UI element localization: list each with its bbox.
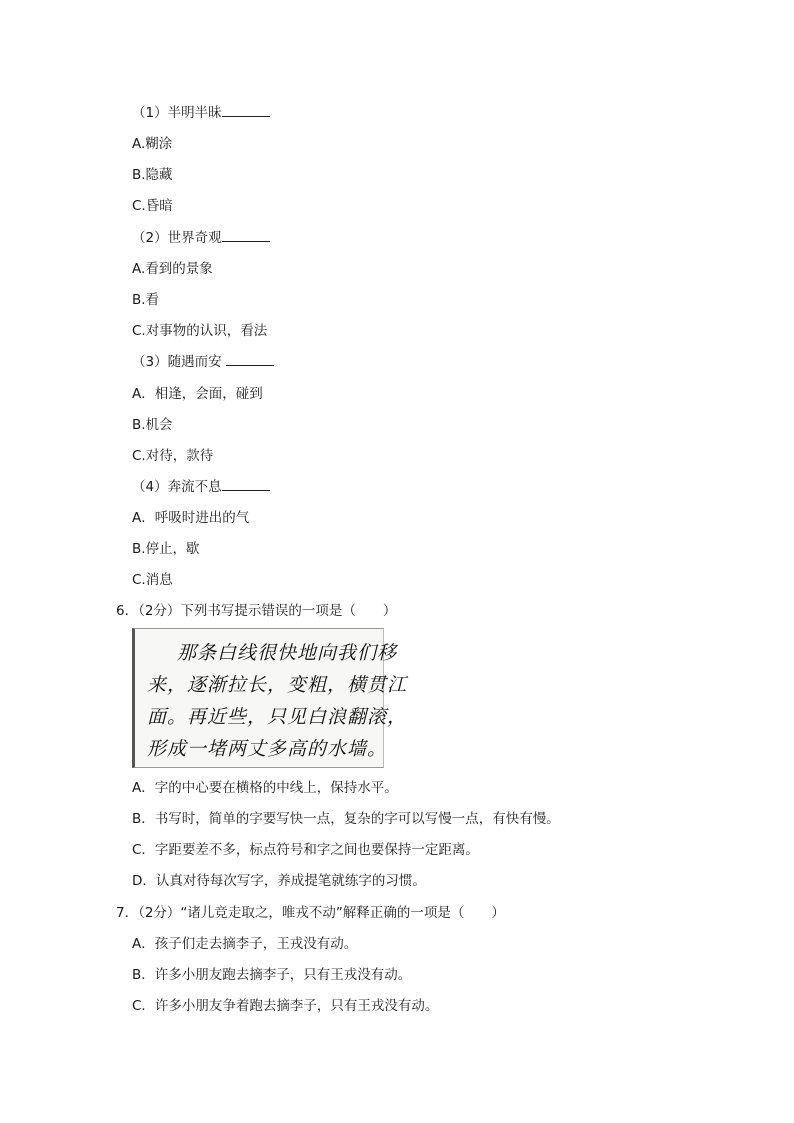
option-c: C.消息 [132, 572, 173, 588]
answer-blank[interactable] [222, 229, 270, 242]
option-b: B.隐藏 [132, 167, 173, 183]
option-c: C.对待，款待 [132, 448, 214, 464]
option-b: B.机会 [132, 417, 173, 433]
option-a: A.看到的景象 [132, 261, 213, 277]
handwriting-line: 形成一堵两丈多高的水墙。 [147, 738, 388, 760]
option-a: A．孩子们走去摘李子，王戎没有动。 [132, 936, 358, 952]
handwriting-line: 面。再近些，只见白浪翻滚， [147, 706, 408, 728]
option-c: C.对事物的认识，看法 [132, 323, 268, 339]
option-a: A．呼吸时进出的气 [132, 510, 250, 526]
sub-question-4 [132, 478, 270, 496]
option-a: A．相逢，会面，碰到 [132, 386, 263, 402]
sub-question-label: （1）半明半昧 [132, 105, 222, 121]
option-d: D．认真对待每次写字，养成提笔就练字的习惯。 [132, 873, 426, 889]
option-c: C.昏暗 [132, 198, 173, 214]
question-6-stem: 6．（2分）下列书写提示错误的一项是（ ） [116, 603, 397, 619]
question-7-stem: 7．（2分）“诸儿竞走取之，唯戎不动”解释正确的一项是（ ） [116, 905, 505, 921]
answer-blank[interactable] [226, 353, 274, 366]
option-b: B.看 [132, 292, 160, 308]
handwriting-sample [132, 628, 408, 768]
sub-question-2 [132, 229, 270, 247]
option-b: B．许多小朋友跑去摘李子，只有王戎没有动。 [132, 967, 412, 983]
handwriting-line: 来，逐渐拉长，变粗，横贯江 [147, 674, 408, 696]
sub-question-label: （4）奔流不息 [132, 479, 222, 495]
sub-question-1 [132, 104, 270, 122]
answer-blank[interactable] [222, 104, 270, 117]
handwriting-line: 那条白线很快地向我们移 [177, 642, 398, 664]
option-b: B．书写时，简单的字要写快一点，复杂的字可以写慢一点，有快有慢。 [132, 811, 560, 827]
option-a: A．字的中心要在横格的中线上，保持水平。 [132, 780, 398, 796]
answer-blank[interactable] [222, 478, 270, 491]
option-c: C．许多小朋友争着跑去摘李子，只有王戎没有动。 [132, 998, 439, 1014]
option-a: A.糊涂 [132, 136, 173, 152]
sub-question-3 [132, 353, 274, 371]
option-b: B.停止，歇 [132, 541, 200, 557]
option-c: C．字距要差不多，标点符号和字之间也要保持一定距离。 [132, 842, 479, 858]
sub-question-label: （3）随遇而安 [132, 354, 226, 370]
sub-question-label: （2）世界奇观 [132, 230, 222, 246]
